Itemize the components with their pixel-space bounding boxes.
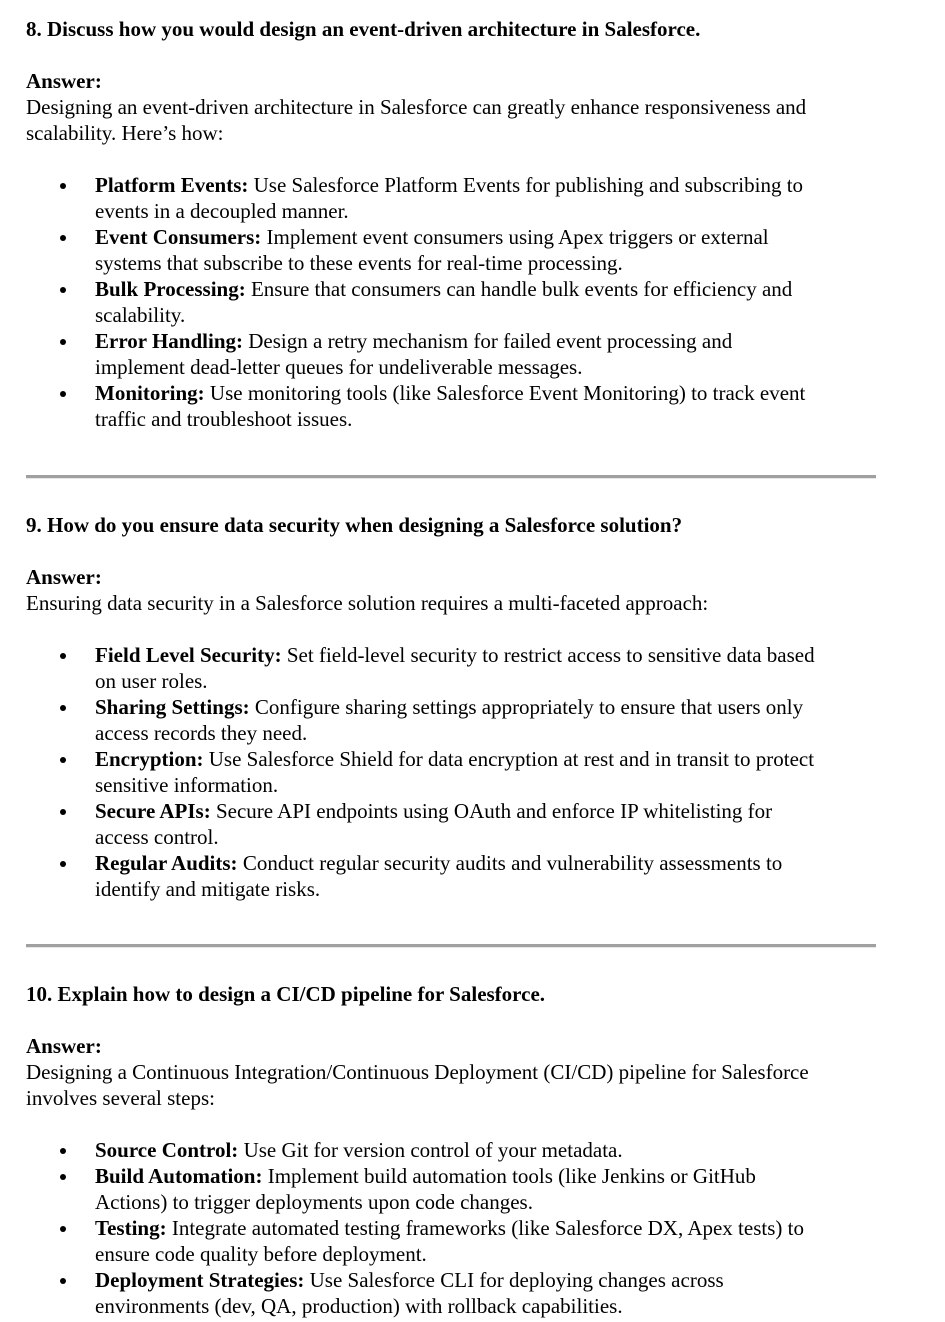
- item-text: Conduct regular security audits and vulnerability assessments to: [237, 851, 783, 875]
- item-text: access control.: [95, 825, 219, 849]
- answer-label: Answer:: [26, 69, 102, 93]
- list-item: [26, 172, 876, 224]
- question-section-8: [26, 16, 876, 432]
- item-text: on user roles.: [95, 669, 208, 693]
- answer-label: Answer:: [26, 565, 102, 589]
- item-term: Regular Audits:: [95, 851, 238, 875]
- list-item: [26, 1215, 876, 1267]
- bullet-icon: [60, 861, 66, 867]
- bullet-icon: [60, 391, 66, 397]
- item-text: Actions) to trigger deployments upon code changes.: [95, 1190, 533, 1214]
- item-term: Testing:: [95, 1216, 167, 1240]
- item-text: events in a decoupled manner.: [95, 199, 349, 223]
- item-text: sensitive information.: [95, 773, 279, 797]
- item-term: Source Control:: [95, 1138, 239, 1162]
- item-text: Use Salesforce Platform Events for publishing and subscribing to: [248, 173, 804, 197]
- bullet-list: [26, 1137, 876, 1319]
- item-text: Design a retry mechanism for failed event processing and: [243, 329, 733, 353]
- item-text: implement dead-letter queues for undeliverable messages.: [95, 355, 583, 379]
- list-item: [26, 328, 876, 380]
- list-item: [26, 380, 876, 432]
- item-term: Bulk Processing:: [95, 277, 246, 301]
- horizontal-rule: [26, 944, 876, 948]
- item-text: Use Salesforce CLI for deploying changes across: [304, 1268, 724, 1292]
- list-item: [26, 694, 876, 746]
- question-section-9: [26, 512, 876, 902]
- item-text: Integrate automated testing frameworks (like Salesforce DX, Apex tests) to: [166, 1216, 804, 1240]
- list-item: [26, 1137, 876, 1163]
- list-item: [26, 224, 876, 276]
- item-text: systems that subscribe to these events for real-time processing.: [95, 251, 623, 275]
- list-item: [26, 642, 876, 694]
- list-item: [26, 746, 876, 798]
- item-text: Secure API endpoints using OAuth and enforce IP whitelisting for: [210, 799, 773, 823]
- item-text: access records they need.: [95, 721, 308, 745]
- bullet-icon: [60, 1148, 66, 1154]
- item-term: Error Handling:: [95, 329, 243, 353]
- item-text: Use Git for version control of your metadata.: [238, 1138, 623, 1162]
- question-section-10: [26, 981, 876, 1319]
- item-text: Ensure that consumers can handle bulk events for efficiency and: [245, 277, 793, 301]
- bullet-icon: [60, 1174, 66, 1180]
- item-text: identify and mitigate risks.: [95, 877, 321, 901]
- bullet-icon: [60, 339, 66, 345]
- intro-line: involves several steps:: [26, 1086, 215, 1110]
- item-text: Set field-level security to restrict access to sensitive data based: [281, 643, 815, 667]
- intro-line: Ensuring data security in a Salesforce solution requires a multi-faceted approach:: [26, 591, 709, 615]
- answer-intro: [26, 590, 876, 616]
- item-text: Use Salesforce Shield for data encryption at rest and in transit to protect: [203, 747, 815, 771]
- question-heading: 10. Explain how to design a CI/CD pipeline for Salesforce.: [26, 982, 546, 1006]
- item-term: Encryption:: [95, 747, 204, 771]
- intro-line: Designing an event-driven architecture in Salesforce can greatly enhance responsiveness and: [26, 95, 807, 119]
- item-text: traffic and troubleshoot issues.: [95, 407, 353, 431]
- list-item: [26, 1163, 876, 1215]
- list-item: [26, 276, 876, 328]
- bullet-list: [26, 642, 876, 902]
- list-item: [26, 850, 876, 902]
- answer-intro: [26, 94, 876, 146]
- list-item: [26, 1267, 876, 1319]
- bullet-icon: [60, 1226, 66, 1232]
- item-term: Build Automation:: [95, 1164, 263, 1188]
- bullet-icon: [60, 287, 66, 293]
- bullet-icon: [60, 1278, 66, 1284]
- item-text: Implement event consumers using Apex triggers or external: [261, 225, 769, 249]
- answer-label: Answer:: [26, 1034, 102, 1058]
- item-term: Platform Events:: [95, 173, 249, 197]
- horizontal-rule: [26, 475, 876, 479]
- item-term: Deployment Strategies:: [95, 1268, 305, 1292]
- item-text: Implement build automation tools (like Jenkins or GitHub: [262, 1164, 756, 1188]
- item-text: environments (dev, QA, production) with rollback capabilities.: [95, 1294, 623, 1318]
- bullet-icon: [60, 235, 66, 241]
- bullet-icon: [60, 757, 66, 763]
- item-text: ensure code quality before deployment.: [95, 1242, 427, 1266]
- item-term: Secure APIs:: [95, 799, 211, 823]
- bullet-icon: [60, 653, 66, 659]
- list-item: [26, 798, 876, 850]
- intro-line: scalability. Here’s how:: [26, 121, 224, 145]
- item-text: Use monitoring tools (like Salesforce Event Monitoring) to track event: [204, 381, 806, 405]
- item-text: Configure sharing settings appropriately to ensure that users only: [249, 695, 804, 719]
- question-heading: 8. Discuss how you would design an event-driven architecture in Salesforce.: [26, 17, 701, 41]
- bullet-list: [26, 172, 876, 432]
- item-text: scalability.: [95, 303, 186, 327]
- item-term: Field Level Security:: [95, 643, 282, 667]
- question-heading: 9. How do you ensure data security when designing a Salesforce solution?: [26, 513, 683, 537]
- answer-intro: [26, 1059, 876, 1111]
- item-term: Event Consumers:: [95, 225, 262, 249]
- bullet-icon: [60, 705, 66, 711]
- item-term: Sharing Settings:: [95, 695, 250, 719]
- item-term: Monitoring:: [95, 381, 205, 405]
- bullet-icon: [60, 183, 66, 189]
- intro-line: Designing a Continuous Integration/Continuous Deployment (CI/CD) pipeline for Salesforce: [26, 1060, 809, 1084]
- bullet-icon: [60, 809, 66, 815]
